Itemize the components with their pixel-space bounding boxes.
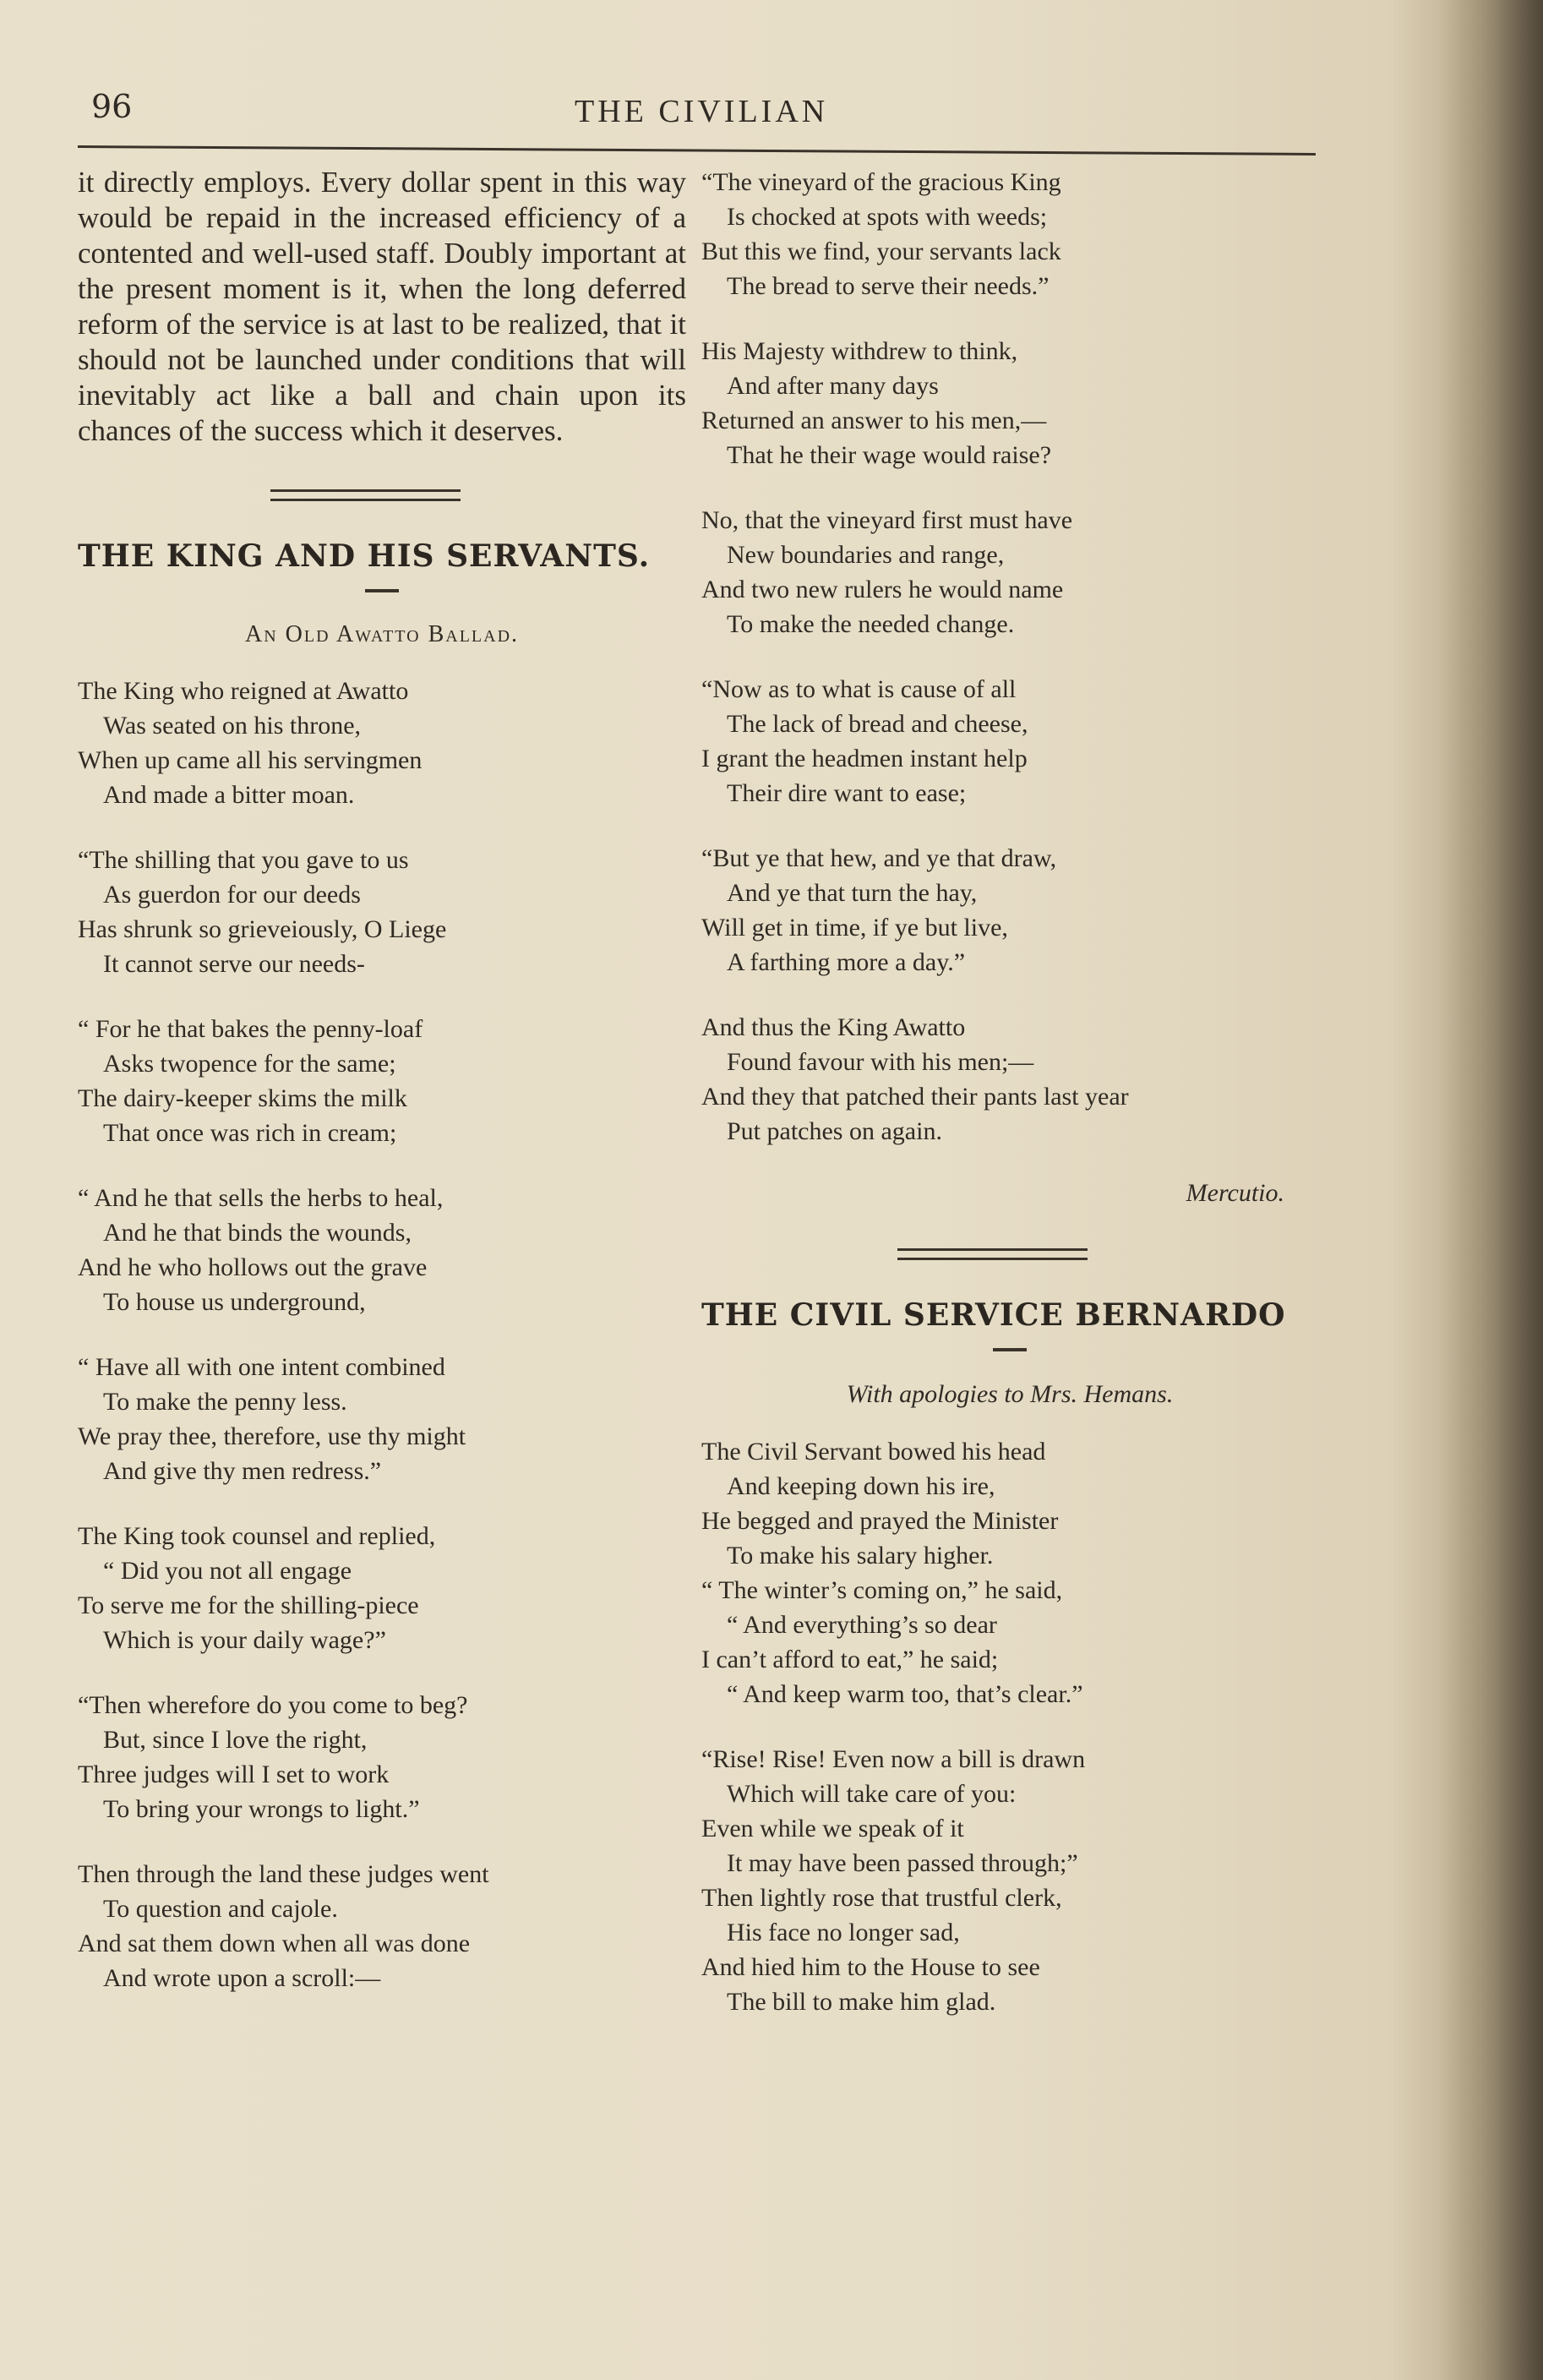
stanza [78,1519,686,1657]
poem-signature: Mercutio. [1186,1179,1284,1207]
poem-line: And keeping down his ire, [727,1472,995,1500]
poem-line: To question and cajole. [103,1895,338,1923]
poem-line: “ And everything’s so dear [727,1611,997,1639]
poem-line: And two new rulers he would name [701,576,1064,603]
poem-line: “ And he that sells the herbs to heal, [78,1184,444,1212]
poem-line: That once was rich in cream; [103,1119,397,1147]
poem-line: But this we find, your servants lack [701,237,1061,265]
stanza [78,1181,686,1319]
poem-line: Then through the land these judges went [78,1860,489,1888]
poem-line: Is chocked at spots with weeds; [727,203,1048,231]
poem-line: “ The winter’s coming on,” he said, [701,1576,1063,1604]
page-header [0,85,1318,144]
poem-line: The King took counsel and replied, [78,1522,436,1550]
poem-line: When up came all his servingmen [78,746,423,774]
prose-paragraph: it directly employs. Every dollar spent in this way would be repaid in the increased efficiency of a contented and well-used staff. Doubly important at the present moment is it, when the long deferred reform of the service is at last to be realized, that it should not be launched under conditions that will inevitably act like a ball and chain upon its chances of the success which it deserves. [78,166,686,447]
poem-line: We pray thee, therefore, use thy might [78,1422,466,1450]
poem-line: As guerdon for our deeds [103,881,361,909]
stanza [701,1434,1318,1711]
poem-line: And wrote upon a scroll:— [103,1964,381,1992]
poem-line: Put patches on again. [727,1117,942,1145]
poem-line: Has shrunk so grieveiously, O Liege [78,915,447,943]
poem-subtitle: An Old Awatto Ballad. [244,621,520,647]
poem-line: To bring your wrongs to light.” [103,1795,420,1823]
poem-line: The bill to make him glad. [727,1988,996,2016]
poem-line: “Then wherefore do you come to beg? [78,1691,468,1719]
poem-stanzas-left [78,674,686,1995]
stanza [78,1857,686,1995]
poem-line: “Now as to what is cause of all [701,675,1017,703]
poem-line: “ And keep warm too, that’s clear.” [727,1680,1083,1708]
stanza [78,1350,686,1488]
poem-line: “Rise! Rise! Even now a bill is drawn [701,1745,1086,1773]
poem-line: Even while we speak of it [701,1815,964,1842]
poem-line: “ For he that bakes the penny-loaf [78,1015,423,1043]
poem-line: “ Did you not all engage [103,1557,352,1585]
poem-line: I grant the headmen instant help [701,745,1028,772]
poem-stanzas-right [701,165,1318,1149]
poem-line: The King who reigned at Awatto [78,677,409,705]
poem-stanzas [701,1434,1318,2019]
poem-line: And thus the King Awatto [701,1013,966,1041]
poem-line: And hied him to the House to see [701,1953,1040,1981]
running-title: THE CIVILIAN [575,94,829,129]
stanza [701,165,1318,303]
poem-line: “ Have all with one intent combined [78,1353,445,1381]
poem-line: Which is your daily wage?” [103,1626,386,1654]
poem-line: No, that the vineyard first must have [701,506,1073,534]
poem-line: The lack of bread and cheese, [727,710,1028,738]
poem-line: To make his salary higher. [727,1542,994,1569]
right-column [701,165,1318,2050]
poem-line: Their dire want to ease; [727,779,967,807]
poem-title: THE CIVIL SERVICE BERNARDO [701,1297,1286,1333]
poem-line: Asks twopence for the same; [103,1050,396,1078]
poem-line: “But ye that hew, and ye that draw, [701,844,1057,872]
poem-line: The dairy-keeper skims the milk [78,1084,407,1112]
poem-line: Will get in time, if ye but live, [701,914,1008,942]
poem-line: And he who hollows out the grave [78,1253,428,1281]
poem-line: And they that patched their pants last year [701,1083,1129,1111]
poem-line: The Civil Servant bowed his head [701,1438,1046,1466]
poem-line: And ye that turn the hay, [727,879,978,907]
poem-line: It may have been passed through;” [727,1849,1078,1877]
poem-line: “The shilling that you gave to us [78,846,409,874]
poem-line: And made a bitter moan. [103,781,355,809]
stanza [701,334,1318,472]
poem-line: His Majesty withdrew to think, [701,337,1018,365]
binding-shadow [1442,0,1543,2380]
poem-title: THE KING AND HIS SERVANTS. [78,538,651,574]
article-continuation [78,165,686,449]
stanza [78,843,686,981]
poem-line: Found favour with his men;— [727,1048,1034,1076]
poem-line: Then lightly rose that trustful clerk, [701,1884,1062,1912]
poem-subtitle: With apologies to Mrs. Hemans. [846,1380,1174,1408]
stanza [701,1010,1318,1149]
page-number: 96 [91,88,133,125]
stanza [78,1012,686,1150]
poem-line: And he that binds the wounds, [103,1219,412,1247]
stanza [78,674,686,812]
poem-line: Returned an answer to his men,— [701,407,1047,434]
poem-line: I can’t afford to eat,” he said; [701,1646,999,1673]
poem-line: His face no longer sad, [727,1919,960,1946]
left-column [78,165,686,2026]
poem-line: To make the needed change. [727,610,1015,638]
poem-line: Which will take care of you: [727,1780,1017,1808]
section-divider [897,1248,1088,1260]
poem-line: A farthing more a day.” [727,948,966,976]
stanza [701,672,1318,811]
poem-line: The bread to serve their needs.” [727,272,1050,300]
poem-line: To serve me for the shilling-piece [78,1591,419,1619]
stanza [78,1688,686,1826]
poem-line: “The vineyard of the gracious King [701,168,1061,196]
poem-line: It cannot serve our needs- [103,950,365,978]
poem-line: Was seated on his throne, [103,712,362,740]
poem-line: And give thy men redress.” [103,1457,382,1485]
poem-line: But, since I love the right, [103,1726,368,1754]
section-divider [270,489,461,501]
poem-line: He begged and prayed the Minister [701,1507,1059,1535]
poem-line: Three judges will I set to work [78,1760,390,1788]
poem-line: And after many days [727,372,939,400]
stanza [701,841,1318,980]
poem-line: New boundaries and range, [727,541,1005,569]
poem-line: And sat them down when all was done [78,1930,471,1957]
poem-line: That he their wage would raise? [727,441,1052,469]
stanza [701,503,1318,641]
poem-line: To make the penny less. [103,1388,347,1416]
stanza [701,1742,1318,2019]
title-rule [365,589,399,592]
poem-line: To house us underground, [103,1288,366,1316]
title-rule [993,1348,1027,1351]
